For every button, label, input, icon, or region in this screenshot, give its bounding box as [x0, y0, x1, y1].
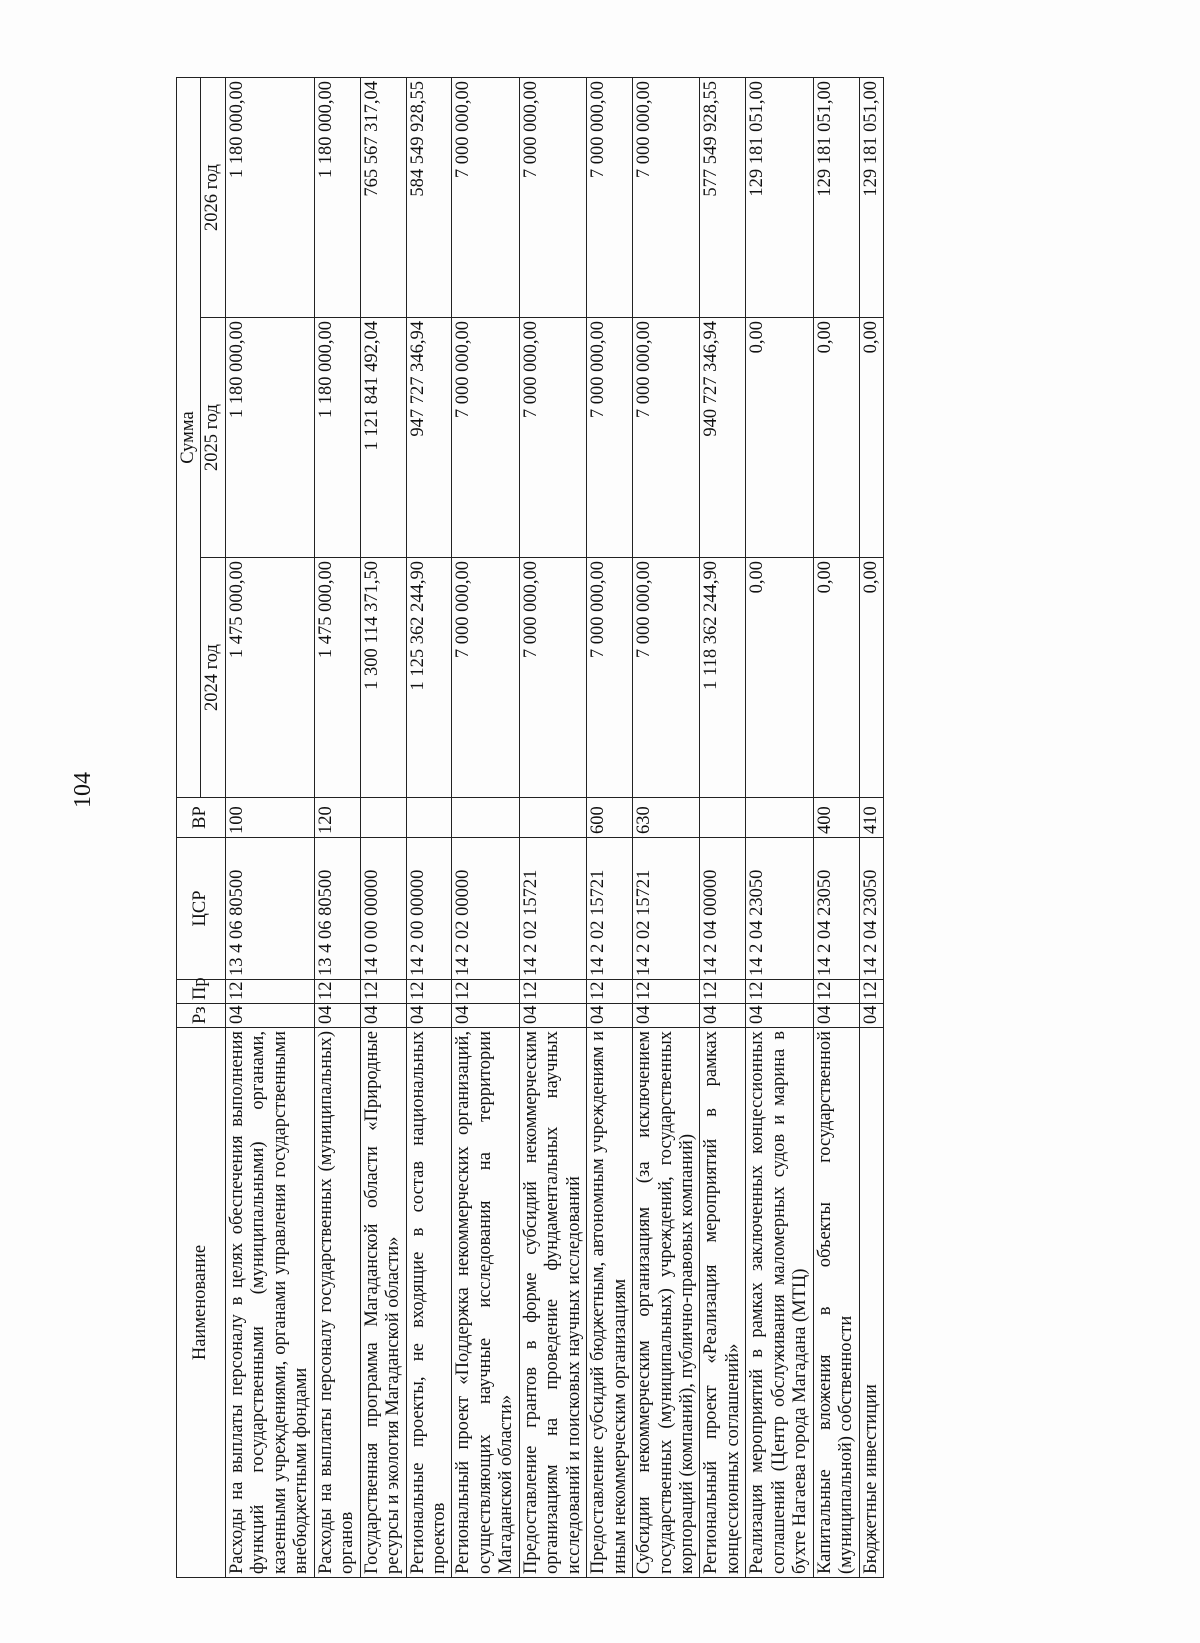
table-row	[633, 78, 700, 1578]
header-pr: Пр	[177, 980, 226, 1004]
row-pr: 12	[314, 980, 360, 1004]
row-sum-2026: 129 181 051,00	[746, 78, 813, 318]
row-csr: 14 2 04 23050	[859, 838, 883, 980]
row-sum-2025: 1 121 841 492,04	[360, 318, 406, 558]
row-name: Государственная программа Магаданской области «Природные ресурсы и экология Магаданской области»	[360, 1028, 406, 1578]
rotated-table-sheet	[176, 81, 1078, 1578]
row-sum-2026: 1 180 000,00	[225, 78, 314, 318]
row-sum-2025: 940 727 346,94	[700, 318, 746, 558]
row-rz: 04	[746, 1004, 813, 1028]
row-vr	[406, 798, 452, 838]
row-sum-2024: 0,00	[746, 558, 813, 798]
header-name: Наименование	[177, 1028, 226, 1578]
row-vr: 120	[314, 798, 360, 838]
row-rz: 04	[452, 1004, 519, 1028]
row-rz: 04	[360, 1004, 406, 1028]
row-sum-2024: 7 000 000,00	[452, 558, 519, 798]
row-name: Региональные проекты, не входящие в состав национальных проектов	[406, 1028, 452, 1578]
row-pr: 12	[700, 980, 746, 1004]
row-vr: 600	[587, 798, 633, 838]
row-sum-2024: 1 118 362 244,90	[700, 558, 746, 798]
header-rz: Рз	[177, 1004, 226, 1028]
table-row	[813, 78, 859, 1578]
row-name: Предоставление субсидий бюджетным, автономным учреждениям и иным некоммерческим организациям	[587, 1028, 633, 1578]
header-row-1	[177, 78, 201, 1578]
row-csr: 14 2 02 15721	[633, 838, 700, 980]
row-csr: 14 2 00 00000	[406, 838, 452, 980]
row-sum-2024: 1 475 000,00	[225, 558, 314, 798]
row-sum-2026: 129 181 051,00	[859, 78, 883, 318]
row-vr: 100	[225, 798, 314, 838]
row-rz: 04	[633, 1004, 700, 1028]
row-pr: 12	[813, 980, 859, 1004]
row-sum-2026: 584 549 928,55	[406, 78, 452, 318]
row-pr: 12	[406, 980, 452, 1004]
row-sum-2024: 7 000 000,00	[519, 558, 586, 798]
row-sum-2025: 7 000 000,00	[587, 318, 633, 558]
row-sum-2024: 0,00	[859, 558, 883, 798]
row-name: Региональный проект «Реализация мероприятий в рамках концессионных соглашений»	[700, 1028, 746, 1578]
header-vr: ВР	[177, 798, 226, 838]
row-rz: 04	[519, 1004, 586, 1028]
row-sum-2025: 7 000 000,00	[452, 318, 519, 558]
row-sum-2024: 0,00	[813, 558, 859, 798]
row-sum-2025: 7 000 000,00	[633, 318, 700, 558]
row-name: Реализация мероприятий в рамках заключенных концессионных соглашений (Центр обслуживания маломерных судов и марина в бухте Нагаева города Магадана (МТЦ)	[746, 1028, 813, 1578]
row-sum-2025: 7 000 000,00	[519, 318, 586, 558]
table-row	[587, 78, 633, 1578]
row-sum-2026: 7 000 000,00	[452, 78, 519, 318]
row-sum-2026: 1 180 000,00	[314, 78, 360, 318]
row-vr	[360, 798, 406, 838]
row-name: Расходы на выплаты персоналу государственных (муниципальных) органов	[314, 1028, 360, 1578]
row-vr: 400	[813, 798, 859, 838]
row-sum-2025: 947 727 346,94	[406, 318, 452, 558]
row-sum-2024: 1 300 114 371,50	[360, 558, 406, 798]
table-row	[225, 78, 314, 1578]
row-sum-2026: 7 000 000,00	[519, 78, 586, 318]
header-2024: 2024 год	[201, 558, 225, 798]
table-row	[406, 78, 452, 1578]
row-name: Капитальные вложения в объекты государственной (муниципальной) собственности	[813, 1028, 859, 1578]
row-vr: 630	[633, 798, 700, 838]
header-csr: ЦСР	[177, 838, 226, 980]
row-pr: 12	[225, 980, 314, 1004]
row-sum-2024: 1 475 000,00	[314, 558, 360, 798]
row-sum-2025: 0,00	[746, 318, 813, 558]
row-rz: 04	[859, 1004, 883, 1028]
row-sum-2024: 1 125 362 244,90	[406, 558, 452, 798]
row-sum-2025: 0,00	[813, 318, 859, 558]
row-csr: 14 0 00 00000	[360, 838, 406, 980]
row-rz: 04	[225, 1004, 314, 1028]
row-name: Бюджетные инвестиции	[859, 1028, 883, 1578]
row-csr: 14 2 04 23050	[813, 838, 859, 980]
row-sum-2024: 7 000 000,00	[587, 558, 633, 798]
row-csr: 13 4 06 80500	[225, 838, 314, 980]
row-name: Расходы на выплаты персоналу в целях обеспечения выполнения функций государственными (муниципальными) органами, казенными учреждениями, органами управления государственными внебюджетными фондами	[225, 1028, 314, 1578]
row-rz: 04	[700, 1004, 746, 1028]
row-sum-2025: 1 180 000,00	[314, 318, 360, 558]
row-rz: 04	[813, 1004, 859, 1028]
row-vr	[746, 798, 813, 838]
table-row	[519, 78, 586, 1578]
row-vr	[700, 798, 746, 838]
table-row	[746, 78, 813, 1578]
row-csr: 14 2 04 23050	[746, 838, 813, 980]
budget-table	[176, 77, 884, 1578]
row-csr: 14 2 02 00000	[452, 838, 519, 980]
row-name: Региональный проект «Поддержка некоммерческих организаций, осуществляющих научные исследования на территории Магаданской области»	[452, 1028, 519, 1578]
table-row	[700, 78, 746, 1578]
row-pr: 12	[587, 980, 633, 1004]
row-rz: 04	[406, 1004, 452, 1028]
row-rz: 04	[587, 1004, 633, 1028]
row-pr: 12	[746, 980, 813, 1004]
header-sum: Сумма	[177, 78, 201, 798]
row-sum-2025: 1 180 000,00	[225, 318, 314, 558]
row-pr: 12	[452, 980, 519, 1004]
row-csr: 14 2 02 15721	[519, 838, 586, 980]
row-sum-2026: 7 000 000,00	[587, 78, 633, 318]
row-sum-2024: 7 000 000,00	[633, 558, 700, 798]
row-sum-2026: 129 181 051,00	[813, 78, 859, 318]
row-rz: 04	[314, 1004, 360, 1028]
row-pr: 12	[360, 980, 406, 1004]
row-vr	[452, 798, 519, 838]
header-2026: 2026 год	[201, 78, 225, 318]
row-csr: 14 2 02 15721	[587, 838, 633, 980]
row-csr: 14 2 04 00000	[700, 838, 746, 980]
row-sum-2025: 0,00	[859, 318, 883, 558]
row-name: Субсидии некоммерческим организациям (за исключением государственных (муниципальных) учреждений, государственных корпораций (компаний), публично-правовых компаний)	[633, 1028, 700, 1578]
row-pr: 12	[519, 980, 586, 1004]
table-row	[360, 78, 406, 1578]
row-vr: 410	[859, 798, 883, 838]
row-vr	[519, 798, 586, 838]
row-name: Предоставление грантов в форме субсидий некоммерческим организациям на проведение фундаментальных научных исследований и поисковых научных исследований	[519, 1028, 586, 1578]
row-sum-2026: 577 549 928,55	[700, 78, 746, 318]
table-row	[314, 78, 360, 1578]
row-pr: 12	[859, 980, 883, 1004]
row-csr: 13 4 06 80500	[314, 838, 360, 980]
row-sum-2026: 765 567 317,04	[360, 78, 406, 318]
row-sum-2026: 7 000 000,00	[633, 78, 700, 318]
table-row	[859, 78, 883, 1578]
header-2025: 2025 год	[201, 318, 225, 558]
row-pr: 12	[633, 980, 700, 1004]
page-number: 104	[70, 772, 96, 808]
table-row	[452, 78, 519, 1578]
